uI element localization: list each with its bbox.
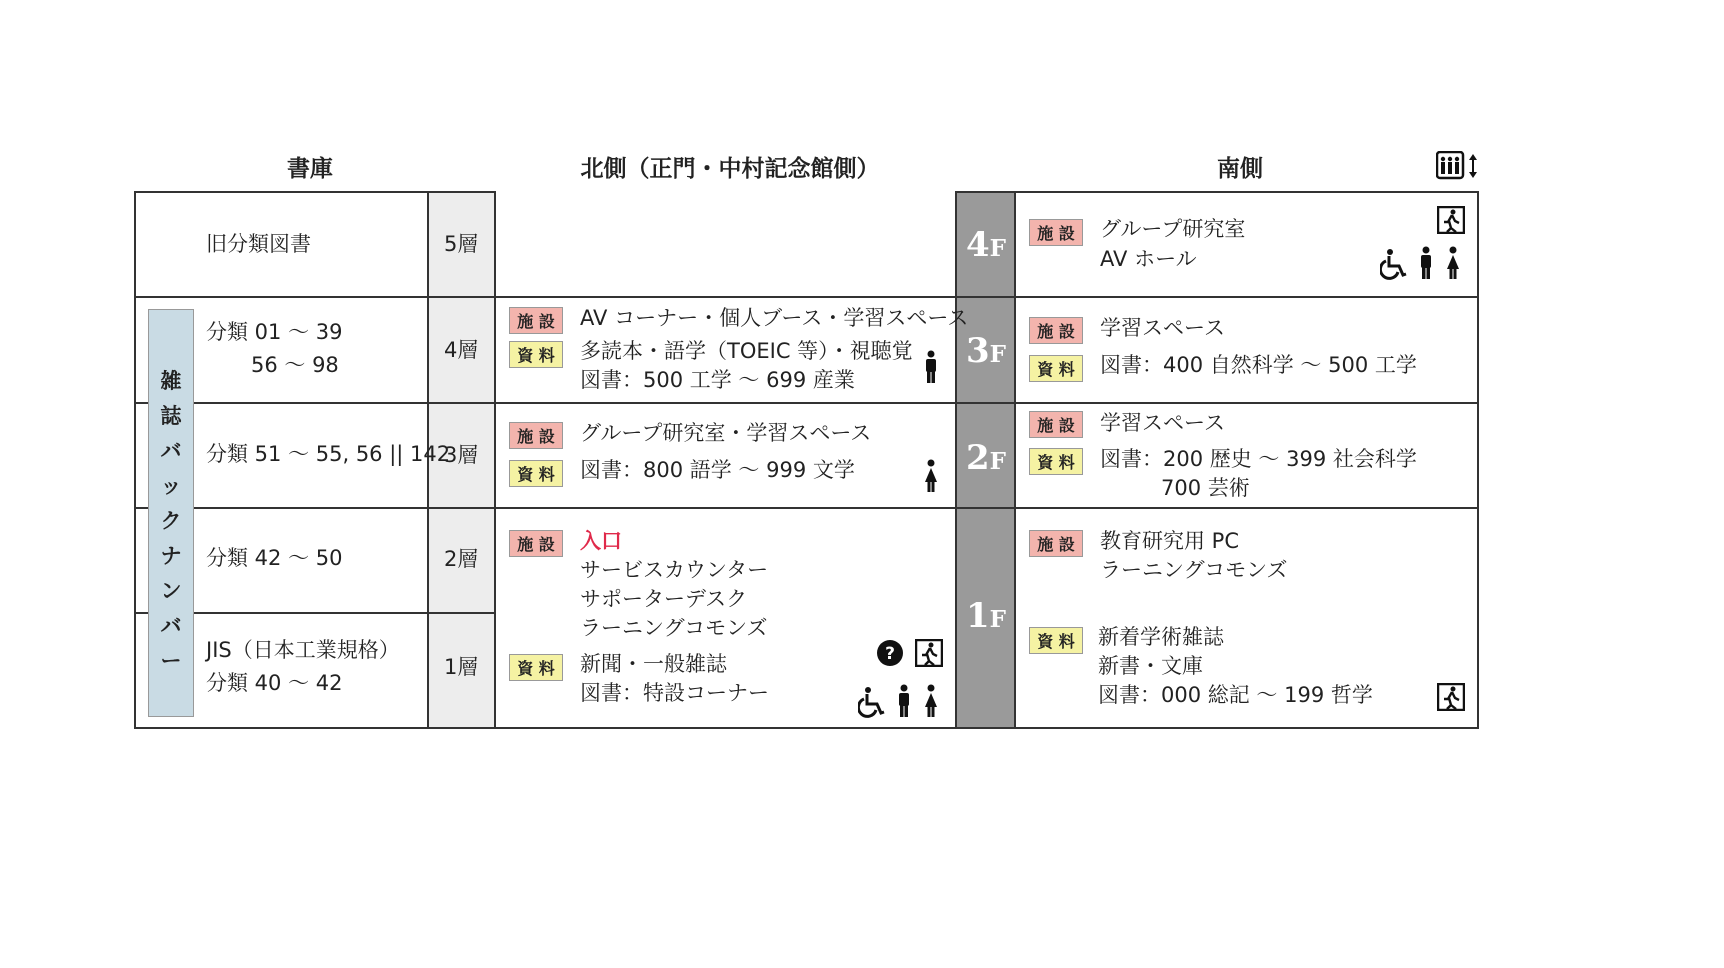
f1-north-facility-2: サポーターデスク (580, 587, 748, 611)
floor-1-label: 1F (965, 596, 1006, 636)
materials-badge: 資 料 (509, 654, 563, 681)
stack-row-4-level: 4層 (444, 338, 479, 362)
female-toilet-icon (922, 684, 940, 722)
facility-badge: 施 設 (509, 530, 563, 557)
elevator-icon (1436, 151, 1482, 185)
facility-badge: 施 設 (509, 422, 563, 449)
f1-north-facility-1: サービスカウンター (580, 558, 769, 582)
f2-south-facility-1: 学習スペース (1100, 411, 1225, 435)
male-toilet-icon (895, 684, 913, 722)
f1-north-materials-1: 新聞・一般雑誌 (580, 652, 727, 676)
stack-row-3-label: 分類 51 〜 55, 56 || 142 (206, 442, 451, 466)
south-header: 南側 (1217, 156, 1263, 182)
f1-south-materials-1: 新着学術雑誌 (1098, 625, 1224, 649)
f4-south-facility-1: グループ研究室 (1100, 217, 1246, 241)
wheelchair-toilet-icon (858, 686, 888, 722)
f3-north-facility-1: AV コーナー・個人ブース・学習スペース (580, 306, 969, 330)
stack-row-4-label-2: 56 〜 98 (251, 353, 339, 377)
facility-badge: 施 設 (1029, 317, 1083, 344)
materials-badge: 資 料 (1029, 448, 1083, 475)
wheelchair-toilet-icon (1380, 248, 1410, 284)
f2-south-materials-2: 700 芸術 (1161, 476, 1250, 500)
materials-badge: 資 料 (509, 341, 563, 368)
f3-south-facility-1: 学習スペース (1100, 316, 1225, 340)
f3-north-materials-1: 多読本・語学（TOEIC 等）・視聴覚 (580, 339, 913, 363)
materials-badge: 資 料 (1029, 627, 1083, 654)
stack-row-1-label-1: JIS（日本工業規格） (206, 638, 400, 662)
magazine-backnumber-label: 雑誌バックナンバー (160, 369, 182, 673)
male-toilet-icon (1417, 246, 1435, 284)
floor-4-label: 4F (965, 225, 1006, 265)
stack-row-2-label: 分類 42 〜 50 (206, 546, 343, 570)
floor-2-label: 2F (965, 438, 1006, 478)
f1-south-materials-2: 新書・文庫 (1098, 654, 1203, 678)
stack-row-4-label-1: 分類 01 〜 39 (206, 320, 343, 344)
f2-north-materials-1: 図書：800 語学 〜 999 文学 (580, 458, 855, 482)
emergency-exit-icon (1437, 206, 1465, 238)
emergency-exit-icon (915, 639, 943, 671)
f1-north-materials-2: 図書：特設コーナー (580, 681, 769, 705)
f3-north-materials-2: 図書：500 工学 〜 699 産業 (580, 368, 855, 392)
stack-row-5-level: 5層 (444, 232, 479, 256)
north-header: 北側（正門・中村記念館側） (580, 156, 880, 182)
f1-south-materials-3: 図書：000 総記 〜 199 哲学 (1098, 683, 1373, 707)
f1-south-facility-2: ラーニングコモンズ (1100, 558, 1288, 582)
f4-south-facility-2: AV ホール (1100, 247, 1197, 271)
stack-row-1-level: 1層 (444, 655, 479, 679)
facility-badge: 施 設 (1029, 411, 1083, 438)
entrance-label: 入口 (580, 529, 622, 553)
f2-north-facility-1: グループ研究室・学習スペース (580, 421, 872, 445)
female-toilet-icon (1444, 246, 1462, 284)
f1-north-facility-3: ラーニングコモンズ (580, 616, 768, 640)
f2-south-materials-1: 図書：200 歴史 〜 399 社会科学 (1100, 447, 1417, 471)
stack-row-2-level: 2層 (444, 547, 479, 571)
stacks-header: 書庫 (287, 156, 333, 182)
facility-badge: 施 設 (1029, 219, 1083, 246)
floor-3-label: 3F (965, 331, 1006, 371)
female-toilet-icon (922, 459, 940, 497)
facility-badge: 施 設 (1029, 530, 1083, 557)
materials-badge: 資 料 (509, 460, 563, 487)
emergency-exit-icon (1437, 683, 1465, 715)
male-toilet-icon (922, 350, 940, 388)
facility-badge: 施 設 (509, 307, 563, 334)
svg-text:?: ? (885, 644, 895, 664)
f1-south-facility-1: 教育研究用 PC (1100, 529, 1240, 553)
materials-badge: 資 料 (1029, 355, 1083, 382)
information-icon (876, 639, 904, 671)
stack-row-5-label: 旧分類図書 (206, 232, 311, 256)
stack-row-3-level: 3層 (444, 443, 479, 467)
f3-south-materials-1: 図書：400 自然科学 〜 500 工学 (1100, 353, 1417, 377)
stack-row-1-label-2: 分類 40 〜 42 (206, 671, 343, 695)
